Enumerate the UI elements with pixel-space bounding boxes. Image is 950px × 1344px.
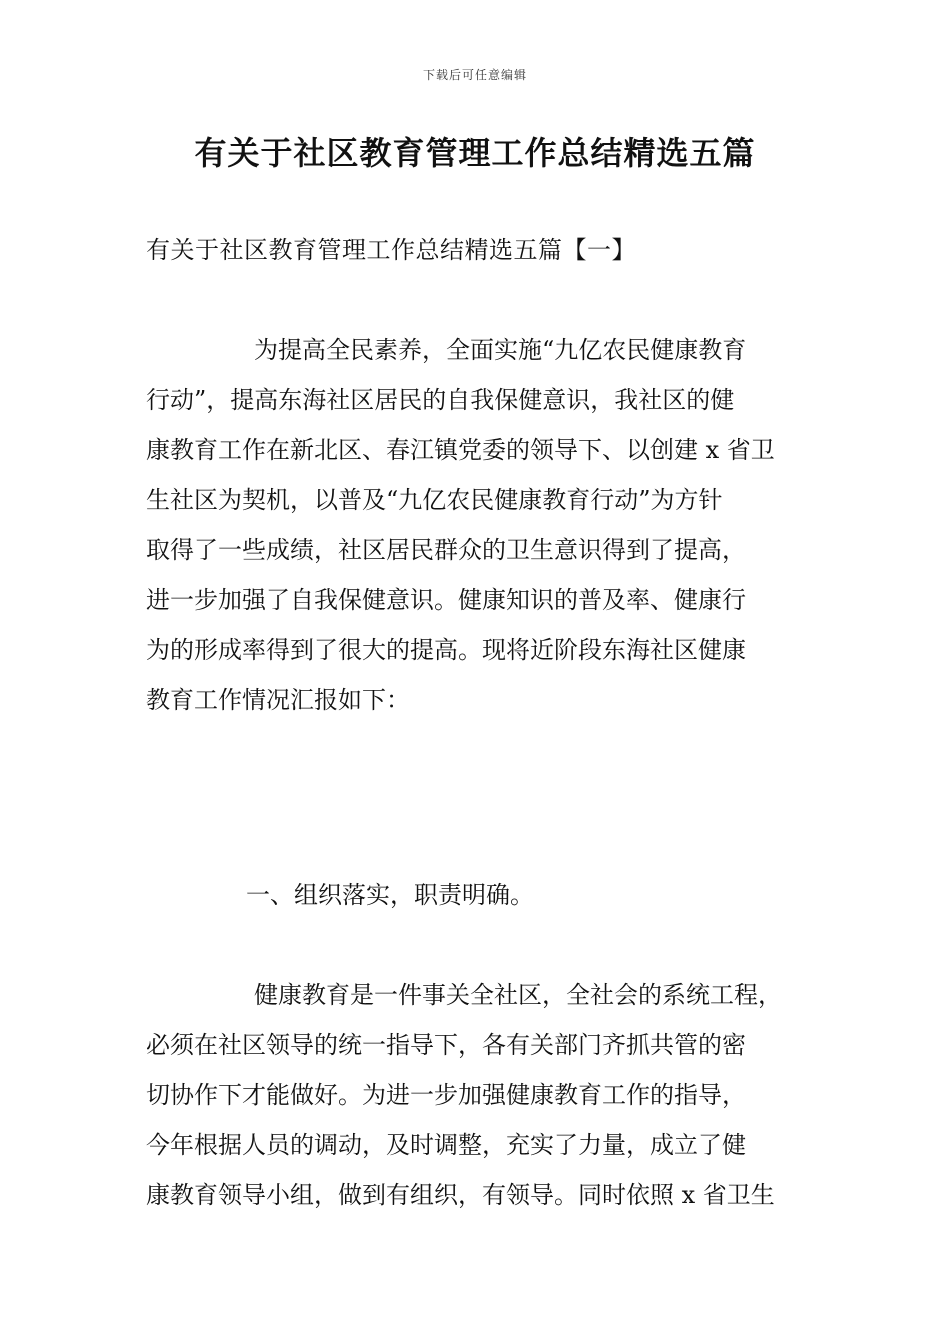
subheading-organization: 一、组织落实，职责明确。 <box>246 881 534 909</box>
paragraph-organization <box>146 970 816 1220</box>
paragraph-line: 生社区为契机，以普及“九亿农民健康教育行动”为方针 <box>146 486 723 514</box>
paragraph-line: 今年根据人员的调动，及时调整，充实了力量，成立了健 <box>146 1131 746 1159</box>
paragraph-line: 行动”，提高东海社区居民的自我保健意识，我社区的健 <box>146 386 735 414</box>
paragraph-line: 康教育工作在新北区、春江镇党委的领导下、以创建 x 省卫 <box>146 436 775 464</box>
paragraph-line: 健康教育是一件事关全社区，全社会的系统工程， <box>254 981 782 1009</box>
paragraph-line: 教育工作情况汇报如下： <box>146 686 410 714</box>
paragraph-line: 必须在社区领导的统一指导下，各有关部门齐抓共管的密 <box>146 1031 746 1059</box>
section-heading: 有关于社区教育管理工作总结精选五篇【一】 <box>146 236 636 264</box>
header-note: 下载后可任意编辑 <box>422 68 527 82</box>
paragraph-line: 进一步加强了自我保健意识。健康知识的普及率、健康行 <box>146 586 746 614</box>
document-title: 有关于社区教育管理工作总结精选五篇 <box>194 134 756 172</box>
paragraph-intro <box>146 325 816 725</box>
paragraph-line: 切协作下才能做好。为进一步加强健康教育工作的指导， <box>146 1081 746 1109</box>
paragraph-line: 为的形成率得到了很大的提高。现将近阶段东海社区健康 <box>146 636 746 664</box>
paragraph-line: 康教育领导小组，做到有组织，有领导。同时依照 x 省卫生 <box>146 1181 775 1209</box>
paragraph-line: 为提高全民素养，全面实施“九亿农民健康教育 <box>254 336 747 364</box>
paragraph-line: 取得了一些成绩，社区居民群众的卫生意识得到了提高， <box>146 536 746 564</box>
